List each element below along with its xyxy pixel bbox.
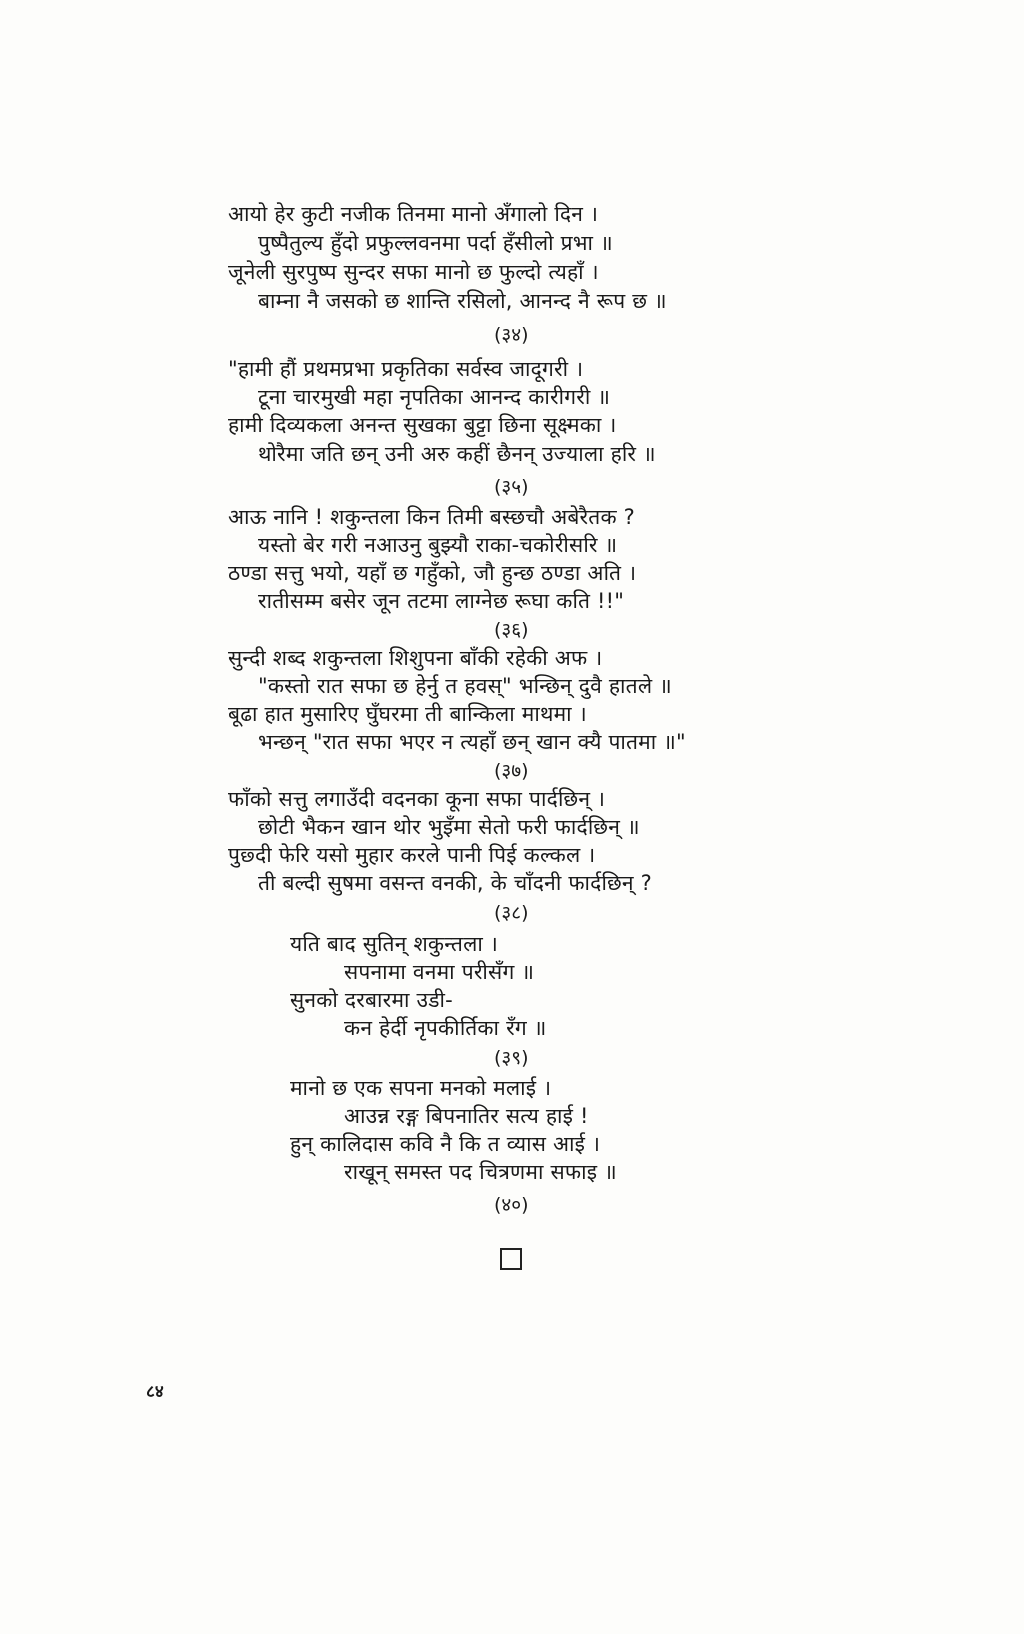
verse-line: सपनामा वनमा परीसँग ॥ (344, 960, 535, 984)
stanza-number: (३८) (494, 902, 529, 924)
verse-line: बाम्ना नै जसको छ शान्ति रसिलो, आनन्द नै रूप छ ॥ (258, 289, 667, 313)
verse-line: आयो हेर कुटी नजीक तिनमा मानो अँगालो दिन । (228, 202, 599, 226)
stanza-number: (३९) (494, 1047, 529, 1069)
stanza-number: (३४) (494, 324, 529, 346)
verse-line: पुष्पैतुल्य हुँदो प्रफुल्लवनमा पर्दा हँसीलो प्रभा ॥ (258, 231, 613, 255)
verse-line: आउन्न रङ्ग बिपनातिर सत्य हाई ! (344, 1104, 589, 1128)
stanza-number: (४०) (494, 1194, 529, 1216)
verse-line: आऊ नानि ! शकुन्तला किन तिमी बस्छचौ अबेरैतक ? (228, 505, 636, 529)
stanza-number: (३६) (494, 619, 529, 641)
verse-line: फाँको सत्तु लगाउँदी वदनका कूना सफा पार्दछिन् । (228, 787, 606, 811)
verse-line: पुछ्दी फेरि यसो मुहार करले पानी पिई कल्कल । (228, 843, 596, 867)
verse-line: ती बल्दी सुषमा वसन्त वनकी, के चाँदनी फार्दछिन् ? (258, 871, 652, 895)
verse-line: "हामी हौं प्रथमप्रभा प्रकृतिका सर्वस्व जादूगरी । (228, 357, 584, 381)
end-mark-box (500, 1248, 522, 1270)
stanza-number: (३५) (494, 476, 529, 498)
verse-line: ठण्डा सत्तु भयो, यहाँ छ गहुँको, जौ हुन्छ ठण्डा अति । (228, 561, 637, 585)
verse-line: बूढा हात मुसारिए घुँघरमा ती बान्किला माथमा । (228, 702, 587, 726)
verse-line: भन्छन् "रात सफा भएर न त्यहाँ छन् खान क्यै पातमा ॥" (258, 730, 686, 754)
verse-line: थोरैमा जति छन् उनी अरु कहीं छैनन् उज्याला हरि ॥ (258, 442, 656, 466)
verse-line: यति बाद सुतिन् शकुन्तला । (290, 932, 499, 956)
verse-line: "कस्तो रात सफा छ हेर्नु त हवस्" भन्छिन् दुवै हातले ॥ (258, 674, 672, 698)
verse-line: रातीसम्म बसेर जून तटमा लाग्नेछ रूघा कति !!" (258, 589, 625, 613)
verse-line: जूनेली सुरपुष्प सुन्दर सफा मानो छ फुल्दो त्यहाँ । (228, 260, 599, 284)
verse-line: मानो छ एक सपना मनको मलाई । (290, 1076, 552, 1100)
verse-line: हुन् कालिदास कवि नै कि त व्यास आई । (290, 1132, 601, 1156)
verse-line: टूना चारमुखी महा नृपतिका आनन्द कारीगरी ॥ (258, 385, 611, 409)
verse-line: सुनको दरबारमा उडी- (290, 988, 453, 1012)
verse-line: छोटी भैकन खान थोर भुइँमा सेतो फरी फार्दछिन् ॥ (258, 815, 640, 839)
verse-line: यस्तो बेर गरी नआउनु बुझ्यौ राका-चकोरीसरि ॥ (258, 533, 618, 557)
page-number: ८४ (146, 1382, 164, 1402)
verse-line: राखून् समस्त पद चित्रणमा सफाइ ॥ (344, 1160, 617, 1184)
verse-line: सुन्दी शब्द शकुन्तला शिशुपना बाँकी रहेकी अफ । (228, 646, 603, 670)
verse-line: कन हेर्दी नृपकीर्तिका रँग ॥ (344, 1016, 547, 1040)
stanza-number: (३७) (494, 760, 529, 782)
verse-line: हामी दिव्यकला अनन्त सुखका बुट्टा छिना सूक्ष्मका । (228, 413, 617, 437)
